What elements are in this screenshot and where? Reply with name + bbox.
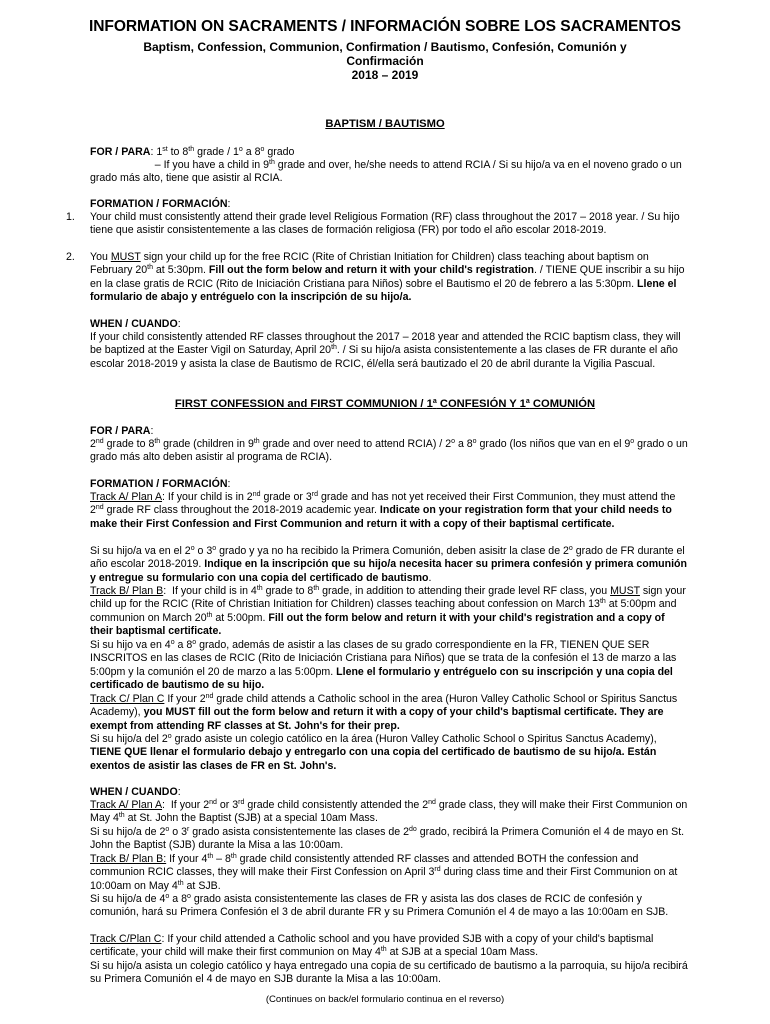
track-c-label: Track C/ Plan C	[90, 693, 165, 705]
communion-for-text: 2nd grade to 8th grade (children in 9th grade and over need to attend RCIA) / 2$^o$ a 8$^o$ grado (los niños que van en el 9$^o$ grado o un grado más alto deben asistir al programa de RCIA).	[90, 438, 688, 464]
communion-track-b-es: Si su hijo va en 4$^o$ a 8$^o$ grado, además de asistir a las clases de su grado correspondiente en la FR, TIENEN QUE SER INSCRITOS en las clases de RCIC (Rito de Iniciación Cristiana para Niños) que se trata de la confesión el 13 de marzo a las 5:00pm y la comunión el 20 de marzo a las 5:00pm. Llene el formulario y entréguelo con su inscripción y una copia del certificado de bautismo de su hijo.	[90, 639, 677, 692]
baptism-grade-range: : 1st to 8th grade / 1$^o$ a 8$^o$ grado	[150, 146, 295, 158]
document-subtitle: Baptism, Confession, Communion, Confirmation / Bautismo, Confesión, Comunión y	[143, 40, 627, 54]
communion-when-track-a-es: Si su hijo/a de 2$^o$ o 3$^r$ grado asista consistentemente las clases de $2^{do}$ grado, recibirá la Primera Comunión el 4 de mayo en St. John the Baptist (SJB) durante la Misa a las 10:00am.	[90, 826, 685, 852]
communion-track-a: Track A/ Plan A: If your child is in 2nd grade or 3rd grade and has not yet received their First Communion, they must attend the 2nd grade RF class throughout the 2018-2019 academic year. Indicate on your registration form that your child needs to make their First Confession and First Communion and return it with a copy of their baptismal certificate.	[90, 491, 676, 530]
must-emphasis: MUST	[610, 585, 640, 597]
baptism-when-text: If your child consistently attended RF classes throughout the 2017 – 2018 year and attended the RCIC baptism class, they will be baptized at the Easter Vigil on Saturday, April 20th. / Si su hijo/a asista consistentemente a las clases de FR durante el año escolar 2018-2019 y asista la clase de Bautismo de RCIC, él/ella será bautizado el 20 de abril durante la Vigilia Pascual.	[90, 331, 681, 370]
text: You	[90, 251, 111, 263]
school-year: 2018 – 2019	[351, 68, 419, 82]
document-title: INFORMATION ON SACRAMENTS / INFORMACIÓN SOBRE LOS SACRAMENTOS	[89, 18, 681, 35]
track-c-instruction: you MUST fill out the form below and return it with a copy of your child's baptismal certificate. They are exempt from attending RF classes at St. John's for their prep.	[90, 706, 664, 732]
baptism-formation-item-2: You MUST sign your child up for the free RCIC (Rite of Christian Initiation for Children) class teaching about baptism on February 20th at 5:30pm. Fill out the form below and return it with your child's registration. / TIENE QUE inscribir a su hijo en la clase gratis de RCIC (Rito de Iniciación Cristiana para Niños) sobre el Bautismo el 20 de febrero a las 5:30pm. Llene el formulario de abajo y entréguelo con la inscripción de su hijo/a.	[90, 251, 685, 304]
formation-label-text: FORMATION / FORMACIÓN	[90, 198, 228, 210]
communion-when-track-c-es: Si su hijo/a asista un colegio católico y haya entregado una copia de su certificado de bautismo a la parroquia, su hijo/a recibirá su Primera Comunión el 4 de mayo en SJB durante la Misa a las 10:00am.	[90, 960, 688, 986]
baptism-for	[90, 146, 690, 159]
must-emphasis: MUST	[110, 251, 141, 263]
communion-heading: FIRST CONFESSION and FIRST COMMUNION / 1$^a$ CONFESIÓN Y 1$^a$ COMUNIÓN	[174, 398, 596, 410]
track-a-label: Track A/ Plan A	[90, 491, 163, 503]
communion-when-label: WHEN / CUANDO:	[90, 786, 181, 798]
communion-when-track-a: Track A/ Plan A: If your 2nd or 3rd grade child consistently attended the 2nd grade class, they will make their First Communion on May 4th at St. John the Baptist (SJB) at a special 10am Mass.	[90, 799, 688, 825]
baptism-for-label: FOR / PARA	[90, 146, 151, 158]
baptism-formation-label: FORMATION / FORMACIÓN:	[90, 198, 231, 210]
communion-formation-label: FORMATION / FORMACIÓN:	[90, 478, 231, 490]
communion-when-track-c: Track C/Plan C: If your child attended a Catholic school and you have provided SJB with a copy of your child's baptismal certificate, your child will make their first communion on May 4th at SJB at a special 10am Mass.	[90, 933, 654, 959]
baptism-when-label: WHEN / CUANDO:	[90, 318, 181, 330]
track-b-instruction-es: Llene el formulario y entréguelo con su inscripción y una copia del certificado de bautismo de su hijo.	[90, 665, 673, 692]
track-b-instruction: Fill out the form below and return it with your child's registration and a copy of their baptismal certificate.	[90, 611, 665, 638]
communion-when-track-b-es: Si su hijo/a de 4$^o$ a 8$^o$ grado asista consistentemente las clases de FR y asista las dos clases de RCIC de confesión y comunión, hará su Primera Confesión el 3 de abril durante FR y su Primera Comunión el 4 de mayo a las 10:00am en SJB.	[90, 893, 669, 919]
baptism-heading: BAPTISM / BAUTISMO	[325, 118, 445, 130]
for-label-text: FOR / PARA	[90, 425, 151, 437]
page-footer: (Continues on back/el formulario continua en el reverso)	[265, 994, 505, 1005]
track-b-label: Track B/ Plan B:	[90, 853, 167, 865]
communion-track-c-es: Si su hijo/a del 2$^o$ grado asiste un colegio católico en la área (Huron Valley Catholic School o Spiritus Sanctus Academy), TIENE QUE llenar el formulario debajo y entregarlo con una copia del certificado de bautismo de su hijo/a. Están exentos de asistir las clases de FR en St. John's.	[90, 733, 657, 772]
track-a-instruction: Indicate on your registration form that your child needs to make their First Confession and First Communion and return it with a copy of their baptismal certificate.	[90, 504, 672, 530]
form-instruction-es: Llene el formulario de abajo y entréguelo con la inscripción de su hijo/a.	[90, 277, 677, 304]
baptism-formation-item-1: Your child must consistently attend their grade level Religious Formation (RF) class throughout the 2017 – 2018 year. / Su hijo tiene que asistir consistentemente a las clases de formación religiosa (FR) por todo el año escolar 2018-2019.	[90, 211, 680, 237]
form-instruction: Fill out the form below and return it with your child's registration	[208, 264, 534, 277]
communion-when-track-b: Track B/ Plan B: If your 4th – 8th grade child consistently attended RF classes and attended BOTH the confession and communion RCIC classes, they will make their First Confession on April 3rd during class time and their First Communion on at 10:00am on May 4th at SJB.	[90, 853, 678, 892]
list-number: 2.	[66, 251, 75, 263]
list-number: 1.	[66, 211, 75, 223]
baptism-for-text: – If you have a child in 9th grade and over, he/she needs to attend RCIA / Si su hijo/a va en el noveno grado o un grado más alto, tiene que asistir al RCIA.	[90, 159, 682, 185]
when-label-text: WHEN / CUANDO	[90, 318, 178, 330]
track-c-instruction-es: TIENE QUE llenar el formulario debajo y entregarlo con una copia del certificado de bautismo de su hijo/a. Están exentos de asistir las clases de FR en St. John's.	[90, 746, 657, 772]
document-subtitle-continued: Confirmación	[346, 54, 424, 68]
track-b-label: Track B/ Plan B	[90, 585, 164, 597]
track-c-label: Track C/Plan C	[90, 933, 162, 945]
text: . / TIENE QUE inscribir a su hijo en la clase gratis de RCIC (Rito de Iniciación Cristiana para Niños) sobre el Bautismo el 20 de febrero a las 5:30pm.	[90, 264, 685, 290]
communion-track-b: Track B/ Plan B: If your child is in 4th grade to 8th grade, in addition to attending their grade level RF class, you MUST sign your child up for the RCIC (Rite of Christian Initiation for Children) classes teaching about confession on March 13th at 5:00pm and communion on March 20th at 5:00pm. Fill out the form below and return it with your child's registration and a copy of their baptismal certificate.	[90, 585, 686, 638]
communion-track-a-es: Si su hijo/a va en el 2$^o$ o 3$^o$ grado y ya no ha recibido la Primera Comunión, deben asisitr la clase de 2$^o$ grado de FR durante el año escolar 2018-2019. Indique en la inscripción que su hijo/a necesita hacer su primera confesión y primera comunión y entregue su formulario con una copia del certificado de bautismo.	[90, 545, 687, 584]
communion-for-label: FOR / PARA:	[90, 425, 154, 437]
communion-track-c: Track C/ Plan C If your 2nd grade child attends a Catholic school in the area (Huron Valley Catholic School or Spiritus Sanctus Academy), you MUST fill out the form below and return it with a copy of your child's baptismal certificate. They are exempt from attending RF classes at St. John's for their prep.	[90, 693, 678, 732]
when-label-text: WHEN / CUANDO	[90, 786, 178, 798]
track-a-instruction-es: Indique en la inscripción que su hijo/a necesita hacer su primera confesión y primera comunión y entregue su formulario con una copia del certificado de bautismo	[90, 558, 687, 584]
track-a-label: Track A/ Plan A	[90, 799, 163, 811]
formation-label-text: FORMATION / FORMACIÓN	[90, 478, 228, 490]
